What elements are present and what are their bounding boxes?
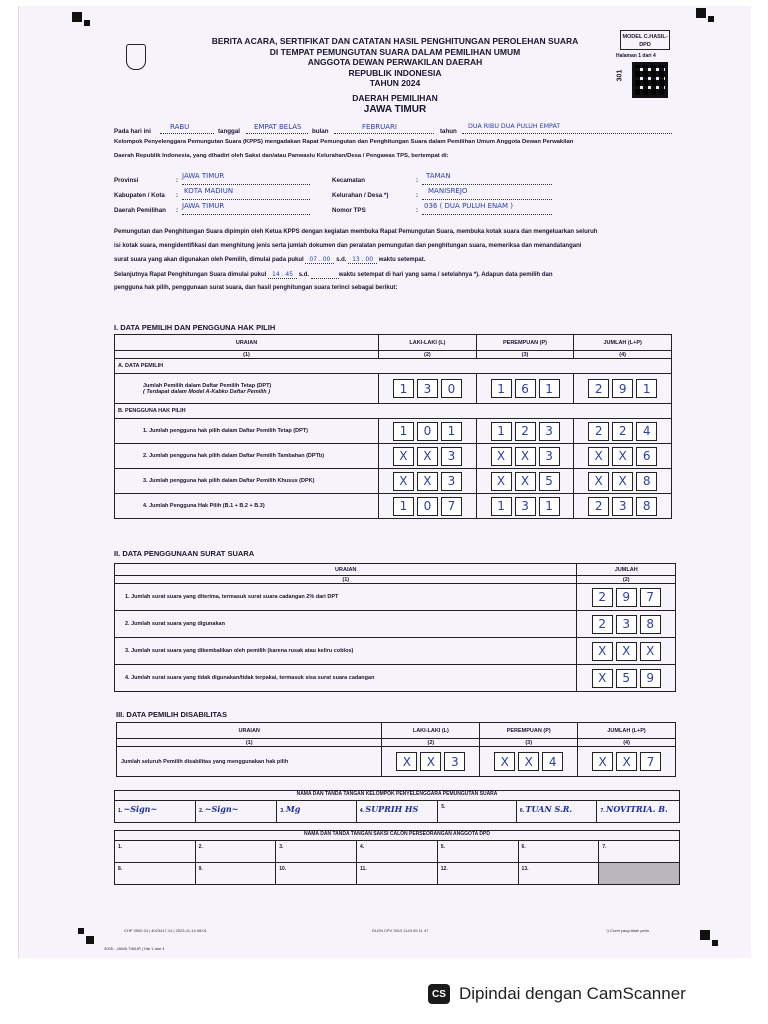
para-line-5: pengguna hak pilih, penggunaan surat suara, dan hasil penghitungan suara terinci sebagai berikut:	[114, 285, 398, 291]
para-line-4: Selanjutnya Rapat Penghitungan Suara dimulai pukul 14 . 45 s.d. waktu setempat di hari yang sama / setelahnya *). Adapun data pemilih dan	[114, 270, 553, 278]
s2-row2-boxes: 2 3 8	[580, 615, 672, 634]
registration-mark-tl	[72, 12, 82, 22]
kpps-signature-4[interactable]: 4. SUPRIH HS	[356, 801, 437, 823]
garuda-logo-icon	[126, 44, 146, 70]
b4-l-boxes: 1 0 7	[382, 497, 473, 516]
section-1-table: URAIAN LAKI-LAKI (L) PEREMPUAN (P) JUMLAH (L+P) (1) (2) (3) (4) A. DATA PEMILIH Jumlah Pemilih dalam Daftar Pemilih Tetap (DPT) ( Terdapat dalam Model A-Kabko Daftar Pemilih ) 1 3 0 1 6 1 2 9 1 B. PENGGUNA HAK PILIH 1. Jumlah pengguna hak pilih dalam Daftar Pemilih Tetap (DPT) 1 0 1 1 2 3 2 2 4 2. Jumlah pengguna hak pilih dalam Daftar Pemilih Tambahan (DPTb) X X 3 X X 3 X X 6 3. Jumlah pengguna hak pilih dalam Daftar Pemilih Khusus (DPK) X X 3 X X 5 X X 8 4. Jumlah Pengguna Hak Pilih (B.1 + B.2 + B.3) 1 0 7 1 3 1 2 3 8	[114, 334, 672, 519]
provinsi-label: Provinsi	[114, 177, 139, 184]
kpps-signature-7[interactable]: 7. NOVITRIA. B.	[597, 801, 680, 823]
s1-header-uraian: URAIAN	[115, 335, 379, 351]
section-b-label: B. PENGGUNA HAK PILIH	[115, 404, 672, 419]
saksi-1[interactable]: 1.	[115, 841, 196, 863]
saksi-5[interactable]: 5.	[437, 841, 518, 863]
s1-header-jumlah: JUMLAH (L+P)	[574, 335, 672, 351]
tps-label: Nomor TPS	[332, 207, 366, 214]
b4-p-boxes: 1 3 1	[480, 497, 571, 516]
b1-total-boxes: 2 2 4	[577, 422, 668, 441]
b3-total-boxes: X X 8	[577, 472, 668, 491]
registration-mark-br2	[712, 940, 718, 946]
registration-mark-tl2	[84, 20, 90, 26]
registration-mark-bl	[86, 936, 94, 944]
tps-value: 036 ( DUA PULUH ENAM )	[424, 202, 514, 210]
saksi-10[interactable]: 10.	[276, 863, 357, 885]
para-line-3: surat suara yang akan digunakan oleh Pemilih, dimulai pada pukul 07 . 00 s.d. 13 . 00 waktu setempat.	[114, 256, 426, 263]
saksi-13[interactable]: 13.	[518, 863, 599, 885]
para-line-1: Pemungutan dan Penghitungan Suara dipimpin oleh Ketua KPPS dengan kegiatan membuka Rapat Pemungutan Suara, membuka kotak suara dan mengeluarkan seluruh	[114, 229, 598, 235]
saksi-7[interactable]: 7.	[599, 841, 680, 863]
section-3-title: III. DATA PEMILIH DISABILITAS	[116, 710, 227, 719]
registration-mark-br	[700, 930, 710, 940]
start-time-1: 07 . 00	[305, 256, 334, 264]
registration-mark-tr	[696, 8, 706, 18]
title-line-3: ANGGOTA DEWAN PERWAKILAN DAERAH	[307, 57, 483, 67]
kabupaten-value: KOTA MADIUN	[184, 187, 234, 195]
kpps-signature-5[interactable]: 5.	[438, 801, 517, 823]
qr-code-icon	[632, 62, 668, 98]
kelurahan-label: Kelurahan / Desa *)	[332, 192, 389, 199]
b3-p-boxes: X X 5	[480, 472, 571, 491]
saksi-4[interactable]: 4.	[357, 841, 438, 863]
kpps-signature-6[interactable]: 6. TUAN S.R.	[516, 801, 597, 823]
s3-label: Jumlah seluruh Pemilih disabilitas yang menggunakan hak pilih	[117, 747, 382, 777]
footer-right: *) Coret yang tidak perlu	[606, 928, 650, 933]
s2-row4-boxes: X 5 9	[580, 669, 672, 688]
page-indicator: Halaman 1 dari 4	[616, 53, 656, 59]
b1-l-boxes: 1 0 1	[382, 422, 473, 441]
tahun-value: DUA RIBU DUA PULUH EMPAT	[468, 123, 561, 130]
dapil-label: Daerah Pemilihan	[114, 207, 166, 214]
b4-total-boxes: 2 3 8	[577, 497, 668, 516]
bulan-label: bulan	[312, 128, 329, 135]
intro-line-3: Daerah Republik Indonesia, yang dihadiri oleh Saksi dan/atau Panwaslu Kelurahan/Desa / Pengawas TPS, bertempat di:	[114, 153, 449, 159]
kabupaten-label: Kabupaten / Kota	[114, 192, 165, 199]
s1-header-p: PEREMPUAN (P)	[476, 335, 574, 351]
b2-label: 2. Jumlah pengguna hak pilih dalam Daftar Pemilih Tambahan (DPTb)	[115, 444, 379, 469]
b1-p-boxes: 1 2 3	[480, 422, 571, 441]
saksi-signature-table	[114, 830, 680, 885]
process-paragraph	[114, 226, 674, 296]
b3-l-boxes: X X 3	[382, 472, 473, 491]
s3-total-boxes: X X 7	[581, 752, 672, 771]
kpps-signature-table	[114, 790, 680, 823]
dpt-p-boxes: 1 6 1	[480, 379, 571, 398]
section-2-title: II. DATA PENGGUNAAN SURAT SUARA	[114, 549, 255, 558]
s1-header-l: LAKI-LAKI (L)	[379, 335, 477, 351]
s3-header-jumlah: JUMLAH (L+P)	[578, 723, 676, 739]
s2-row2-label: 2. Jumlah surat suara yang digunakan	[115, 611, 577, 638]
s3-p-boxes: X X 4	[483, 752, 574, 771]
s2-header-jumlah: JUMLAH	[577, 564, 676, 576]
saksi-8[interactable]: 8.	[115, 863, 196, 885]
saksi-blank-cell	[599, 863, 680, 885]
tanggal-value: EMPAT BELAS	[254, 123, 302, 131]
s2-row1-label: 1. Jumlah surat suara yang diterima, termasuk surat suara cadangan 2% dari DPT	[115, 584, 577, 611]
tanggal-label: tanggal	[218, 128, 241, 135]
dpt-label-cell: Jumlah Pemilih dalam Daftar Pemilih Tetap (DPT) ( Terdapat dalam Model A-Kabko Daftar Pemilih )	[115, 374, 379, 404]
hari-value: RABU	[170, 123, 190, 131]
dapil-value: JAWA TIMUR	[182, 202, 225, 210]
b1-label: 1. Jumlah pengguna hak pilih dalam Daftar Pemilih Tetap (DPT)	[115, 419, 379, 444]
kpps-signature-3[interactable]: 3. Mg	[277, 801, 357, 823]
s3-header-p: PEREMPUAN (P)	[480, 723, 578, 739]
kpps-signature-2[interactable]: 2. ~Sign~	[196, 801, 277, 823]
saksi-6[interactable]: 6.	[518, 841, 599, 863]
kecamatan-value: TAMAN	[426, 172, 451, 180]
camscanner-watermark: Dipindai dengan CamScanner	[459, 984, 686, 1003]
title-line-2: DI TEMPAT PEMUNGUTAN SUARA DALAM PEMILIHAN UMUM	[269, 46, 521, 57]
b4-label: 4. Jumlah Pengguna Hak Pilih (B.1 + B.2 + B.3)	[115, 494, 379, 519]
footer-bottom: 3005 - JAWA TIMUR | Hal 1 dari 4	[104, 946, 165, 951]
b3-label: 3. Jumlah pengguna hak pilih dalam Daftar Pemilih Khusus (DPK)	[115, 469, 379, 494]
registration-mark-bl2	[78, 928, 84, 934]
kelurahan-value: MANISREJO	[428, 187, 468, 195]
footer-mid: DLDN CPV 3013 1143 05 11 47	[372, 928, 429, 933]
title-line-4: REPUBLIK INDONESIA	[348, 67, 442, 78]
s2-row3-label: 3. Jumlah surat suara yang dikembalikan oleh pemilih (karena rusak atau keliru coblos)	[115, 638, 577, 665]
s3-header-uraian: URAIAN	[117, 723, 382, 739]
title-line-5: TAHUN 2024	[369, 78, 421, 88]
start-time-2: 14 . 45	[268, 271, 297, 279]
bulan-value: FEBRUARI	[362, 123, 397, 131]
b2-total-boxes: X X 6	[577, 447, 668, 466]
document-title	[190, 36, 600, 116]
saksi-9[interactable]: 9.	[195, 863, 276, 885]
provinsi-value: JAWA TIMUR	[182, 172, 225, 180]
s2-row3-boxes: X X X	[580, 642, 672, 661]
saksi-11[interactable]: 11.	[357, 863, 438, 885]
form-code: 301	[616, 69, 624, 82]
b2-l-boxes: X X 3	[382, 447, 473, 466]
kpps-signature-1[interactable]: 1. ~Sign~	[115, 801, 196, 823]
kpps-signature-title: NAMA DAN TANDA TANGAN KELOMPOK PENYELENGGARA PEMUNGUTAN SUARA	[115, 791, 680, 801]
saksi-3[interactable]: 3.	[276, 841, 357, 863]
daerah-value: JAWA TIMUR	[363, 104, 427, 115]
s2-row1-boxes: 2 9 7	[580, 588, 672, 607]
dpt-total-boxes: 2 9 1	[577, 379, 668, 398]
s3-l-boxes: X X 3	[385, 752, 476, 771]
dpt-l-boxes: 1 3 0	[382, 379, 473, 398]
registration-mark-tr2	[708, 16, 714, 22]
footer-left: CHP 3500.24 | 4023417.14 | 2023-11-14 08:01	[124, 928, 207, 933]
camscanner-logo-icon: CS	[428, 984, 450, 1004]
section-1-title: I. DATA PEMILIH DAN PENGGUNA HAK PILIH	[114, 323, 276, 332]
section-a-label: A. DATA PEMILIH	[115, 359, 672, 374]
intro-line-2: Kelompok Penyelenggara Pemungutan Suara (KPPS) mengadakan Rapat Pemungutan dan Penghitungan Suara dalam Pemilihan Umum Anggota Dewan Perwakilan	[114, 139, 574, 145]
s2-header-uraian: URAIAN	[115, 564, 577, 576]
pada-hari-label: Pada hari ini	[114, 128, 151, 135]
end-time-1: 13 . 00	[348, 256, 377, 264]
daerah-label: DAERAH PEMILIHAN	[352, 92, 438, 103]
model-box: MODEL C.HASIL-DPD	[620, 30, 670, 50]
b2-p-boxes: X X 3	[480, 447, 571, 466]
section-3-table: URAIAN LAKI-LAKI (L) PEREMPUAN (P) JUMLAH (L+P) (1) (2) (3) (4) Jumlah seluruh Pemilih disabilitas yang menggunakan hak pilih X X 3 X X 4 X X 7	[116, 722, 676, 777]
saksi-12[interactable]: 12.	[437, 863, 518, 885]
s3-header-l: LAKI-LAKI (L)	[382, 723, 480, 739]
saksi-signature-title: NAMA DAN TANDA TANGAN SAKSI CALON PERSEORANGAN ANGGOTA DPD	[115, 831, 680, 841]
para-line-2: isi kotak suara, mengidentifikasi dan menghitung jenis serta jumlah dokumen dan peralatan pemungutan dan penghitungan suara, memeriksa dan menandatangani	[114, 242, 582, 249]
s2-row4-label: 4. Jumlah surat suara yang tidak digunakan/tidak terpakai, termasuk sisa surat suara cadangan	[115, 665, 577, 692]
section-2-table: URAIAN JUMLAH (1) (2) 1. Jumlah surat suara yang diterima, termasuk surat suara cadangan 2% dari DPT 2 9 7 2. Jumlah surat suara yang digunakan 2 3 8 3. Jumlah surat suara yang dikembalikan oleh pemilih (karena rusak atau keliru coblos) X X X 4. Jumlah surat suara yang tidak digunakan/tidak terpakai, termasuk sisa surat suara cadangan X 5 9	[114, 563, 676, 692]
title-line-1: BERITA ACARA, SERTIFIKAT DAN CATATAN HASIL PENGHITUNGAN PEROLEHAN SUARA	[211, 36, 579, 46]
tahun-label: tahun	[440, 128, 457, 135]
kecamatan-label: Kecamatan	[332, 177, 366, 184]
saksi-2[interactable]: 2.	[195, 841, 276, 863]
